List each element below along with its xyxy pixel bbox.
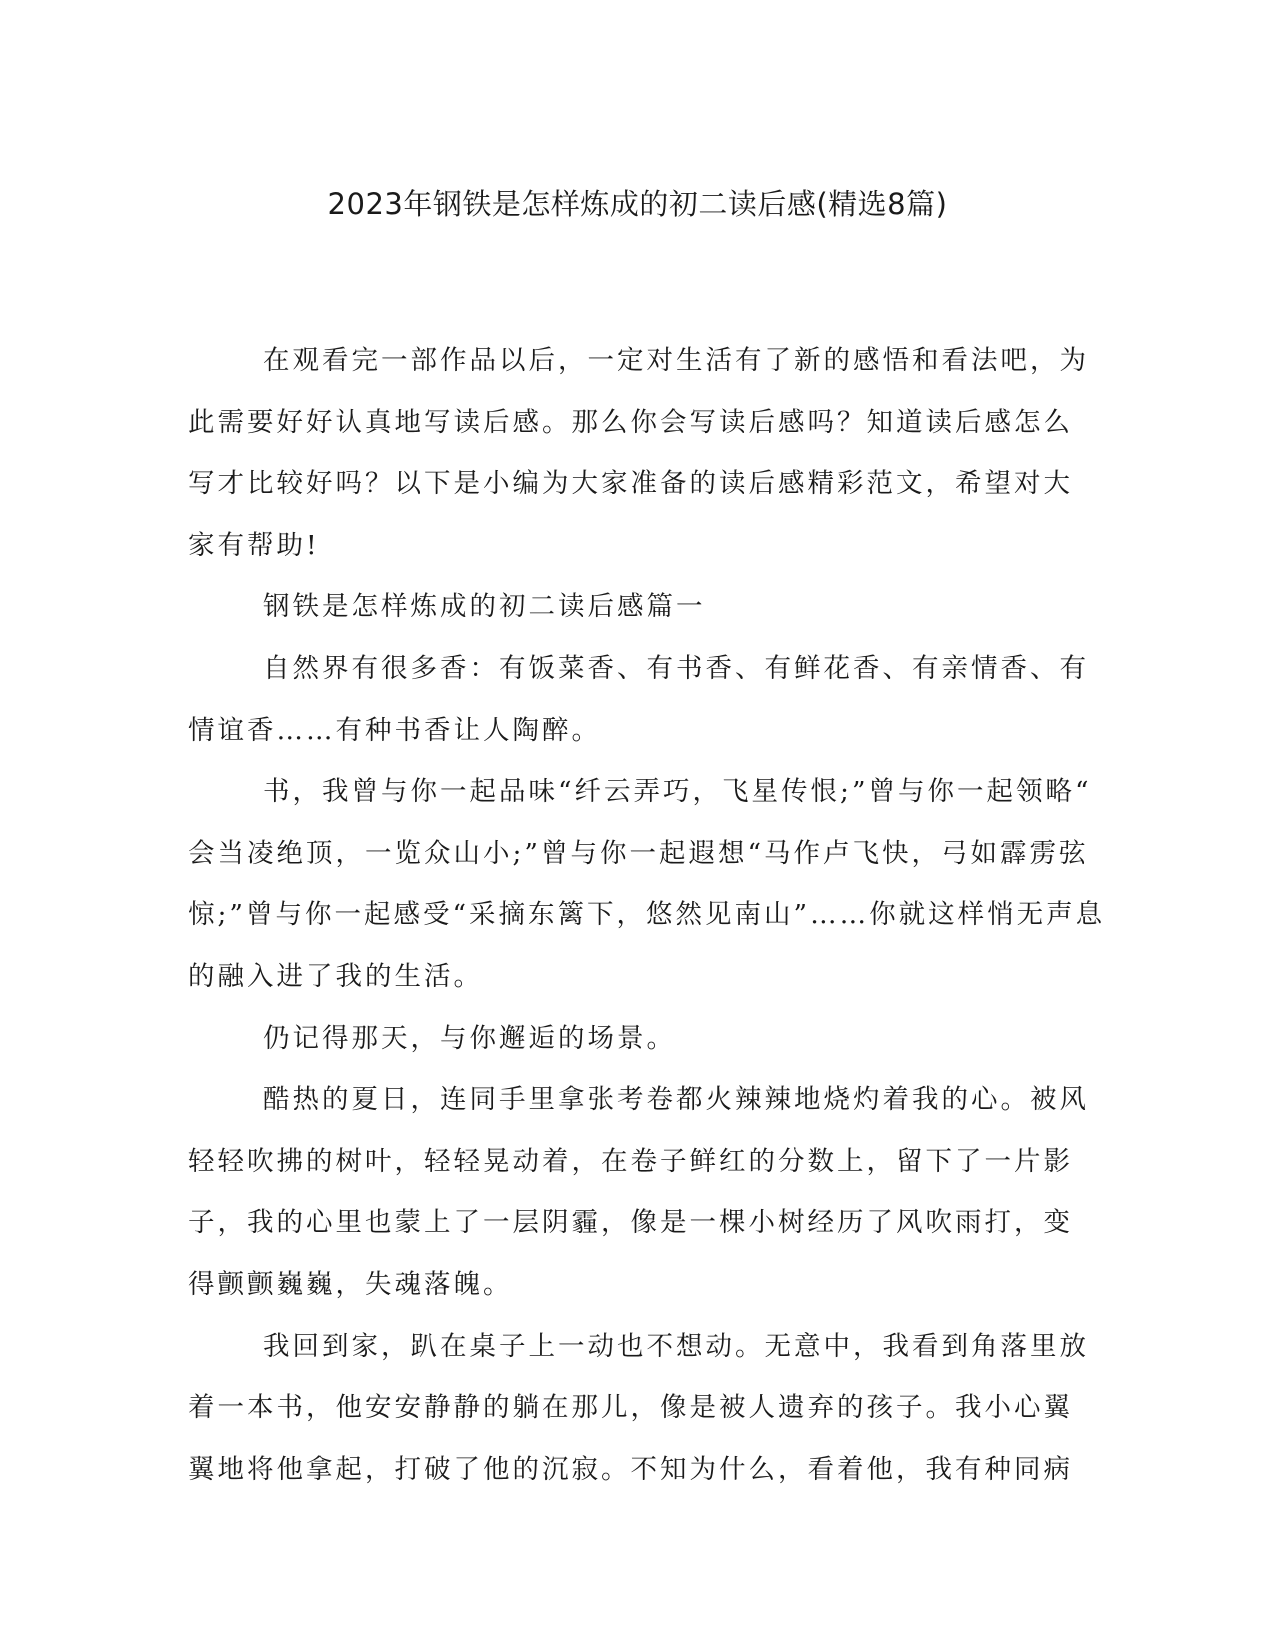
paragraph-line: 此需要好好认真地写读后感。那么你会写读后感吗？知道读后感怎么 bbox=[188, 406, 1073, 438]
document-body bbox=[188, 330, 1106, 1500]
paragraph-line: 会当凌绝顶，一览众山小;”曾与你一起遐想“马作卢飞快，弓如霹雳弦 bbox=[188, 837, 1089, 869]
paragraph-line: 我回到家，趴在桌子上一动也不想动。无意中，我看到角落里放 bbox=[263, 1330, 1089, 1362]
section-heading: 钢铁是怎样炼成的初二读后感篇一 bbox=[263, 591, 706, 623]
paragraph-line: 家有帮助! bbox=[188, 529, 320, 561]
paragraph-line: 情谊香……有种书香让人陶醉。 bbox=[188, 714, 601, 746]
paragraph-line: 书，我曾与你一起品味“纤云弄巧，飞星传恨;”曾与你一起领略“ bbox=[263, 776, 1092, 808]
paragraph-line: 写才比较好吗？以下是小编为大家准备的读后感精彩范文，希望对大 bbox=[188, 468, 1073, 500]
paragraph-line: 惊;”曾与你一起感受“采摘东篱下，悠然见南山”……你就这样悄无声息 bbox=[188, 899, 1106, 931]
paragraph-line: 着一本书，他安安静静的躺在那儿，像是被人遗弃的孩子。我小心翼 bbox=[188, 1392, 1073, 1424]
paragraph-line: 子，我的心里也蒙上了一层阴霾，像是一棵小树经历了风吹雨打，变 bbox=[188, 1207, 1073, 1239]
paragraph-line: 在观看完一部作品以后，一定对生活有了新的感悟和看法吧，为 bbox=[263, 345, 1089, 376]
paragraph-line: 仍记得那天，与你邂逅的场景。 bbox=[263, 1022, 676, 1054]
paragraph-line: 酷热的夏日，连同手里拿张考卷都火辣辣地烧灼着我的心。被风 bbox=[263, 1084, 1089, 1116]
document-title: 2023年钢铁是怎样炼成的初二读后感(精选8篇) bbox=[327, 187, 948, 221]
paragraph-line: 得颤颤巍巍，失魂落魄。 bbox=[188, 1268, 513, 1300]
paragraph-line: 自然界有很多香：有饭菜香、有书香、有鲜花香、有亲情香、有 bbox=[263, 652, 1089, 684]
paragraph-line: 轻轻吹拂的树叶，轻轻晃动着，在卷子鲜红的分数上，留下了一片影 bbox=[188, 1145, 1073, 1177]
paragraph-line: 翼地将他拿起，打破了他的沉寂。不知为什么，看着他，我有种同病 bbox=[188, 1453, 1073, 1485]
paragraph-line: 的融入进了我的生活。 bbox=[188, 960, 483, 992]
